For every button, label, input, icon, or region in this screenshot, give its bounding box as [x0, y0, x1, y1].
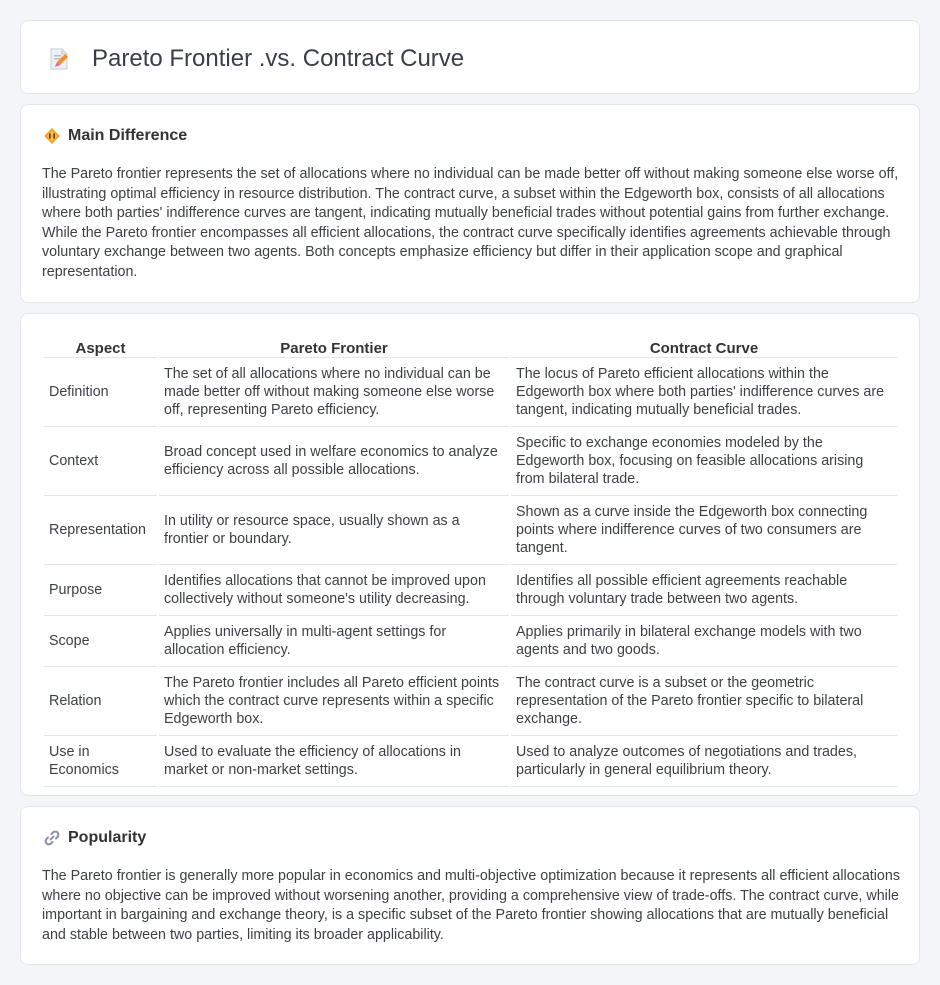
main-difference-title: Main Difference: [68, 127, 188, 144]
table-header-row: [44, 335, 897, 358]
table-row: [44, 496, 897, 565]
aspect-cell: Relation: [44, 667, 157, 736]
contract-cell: Specific to exchange economies modeled by the Edgeworth box, focusing on feasible allocations arising from bilateral trade.: [511, 427, 897, 496]
aspect-cell: Context: [44, 427, 157, 496]
aspect-cell: Purpose: [44, 565, 157, 616]
table-row: [44, 616, 897, 667]
table-row: [44, 358, 897, 427]
contract-cell: Used to analyze outcomes of negotiations and trades, particularly in general equilibrium theory.: [511, 736, 897, 787]
contract-cell: The contract curve is a subset or the geometric representation of the Pareto frontier specific to bilateral exchange.: [511, 667, 897, 736]
pareto-cell: Applies universally in multi-agent settings for allocation efficiency.: [159, 616, 509, 667]
contract-cell: Shown as a curve inside the Edgeworth box connecting points where indifference curves of two consumers are tangent.: [511, 496, 897, 565]
aspect-cell: Representation: [44, 496, 157, 565]
main-difference-heading: [43, 127, 187, 145]
page-title: Pareto Frontier .vs. Contract Curve: [92, 45, 465, 72]
pareto-cell: Identifies allocations that cannot be improved upon collectively without someone's utility decreasing.: [159, 565, 509, 616]
comparison-card: [20, 313, 920, 796]
table-row: [44, 427, 897, 496]
pareto-cell: The Pareto frontier includes all Pareto efficient points which the contract curve represents within a specific Edgeworth box.: [159, 667, 509, 736]
pareto-cell: Used to evaluate the efficiency of allocations in market or non-market settings.: [159, 736, 509, 787]
pareto-cell: Broad concept used in welfare economics to analyze efficiency across all possible allocations.: [159, 427, 509, 496]
comparison-table: [42, 335, 899, 787]
popularity-heading: [43, 829, 146, 847]
contract-cell: Identifies all possible efficient agreements reachable through voluntary trade between two agents.: [511, 565, 897, 616]
aspect-cell: Scope: [44, 616, 157, 667]
popularity-card: [20, 806, 920, 965]
header-pareto-frontier: Pareto Frontier: [159, 335, 509, 358]
header-contract-curve: Contract Curve: [511, 335, 897, 358]
link-icon: [43, 829, 61, 847]
main-difference-text: The Pareto frontier represents the set of allocations where no individual can be made better off without making someone else worse off, illustrating optimal efficiency in resource distribution. The contract curve, a subset within the Edgeworth box, consists of all allocations where both parties' indifference curves are tangent, indicating mutually beneficial trades without potential gains from further exchange. While the Pareto frontier encompasses all efficient allocations, the contract curve specifically identifies agreements achievable through voluntary exchange between two agents. Both concepts emphasize efficiency but differ in their application scope and graphical representation.: [42, 166, 899, 280]
popularity-text: The Pareto frontier is generally more popular in economics and multi-objective optimization because it represents all efficient allocations where no objective can be improved without worsening another, providing a comprehensive view of trade-offs. The contract curve, while important in bargaining and exchange theory, is a specific subset of the Pareto frontier showing allocations that are mutually beneficial and stable between two parties, limiting its broader applicability.: [42, 868, 900, 943]
diamond-sign-icon: [43, 127, 61, 145]
main-difference-card: [20, 104, 920, 303]
popularity-title: Popularity: [68, 829, 147, 846]
table-row: [44, 667, 897, 736]
header-aspect: Aspect: [44, 335, 157, 358]
table-row: [44, 736, 897, 787]
aspect-cell: Use in Economics: [44, 736, 157, 787]
table-row: [44, 565, 897, 616]
contract-cell: Applies primarily in bilateral exchange models with two agents and two goods.: [511, 616, 897, 667]
contract-cell: The locus of Pareto efficient allocations within the Edgeworth box where both parties' indifference curves are tangent, indicating mutually beneficial trades.: [511, 358, 897, 427]
header-card: [20, 20, 920, 94]
aspect-cell: Definition: [44, 358, 157, 427]
pareto-cell: The set of all allocations where no individual can be made better off without making someone else worse off, representing Pareto efficiency.: [159, 358, 509, 427]
pareto-cell: In utility or resource space, usually shown as a frontier or boundary.: [159, 496, 509, 565]
document-pencil-icon: [47, 47, 71, 71]
